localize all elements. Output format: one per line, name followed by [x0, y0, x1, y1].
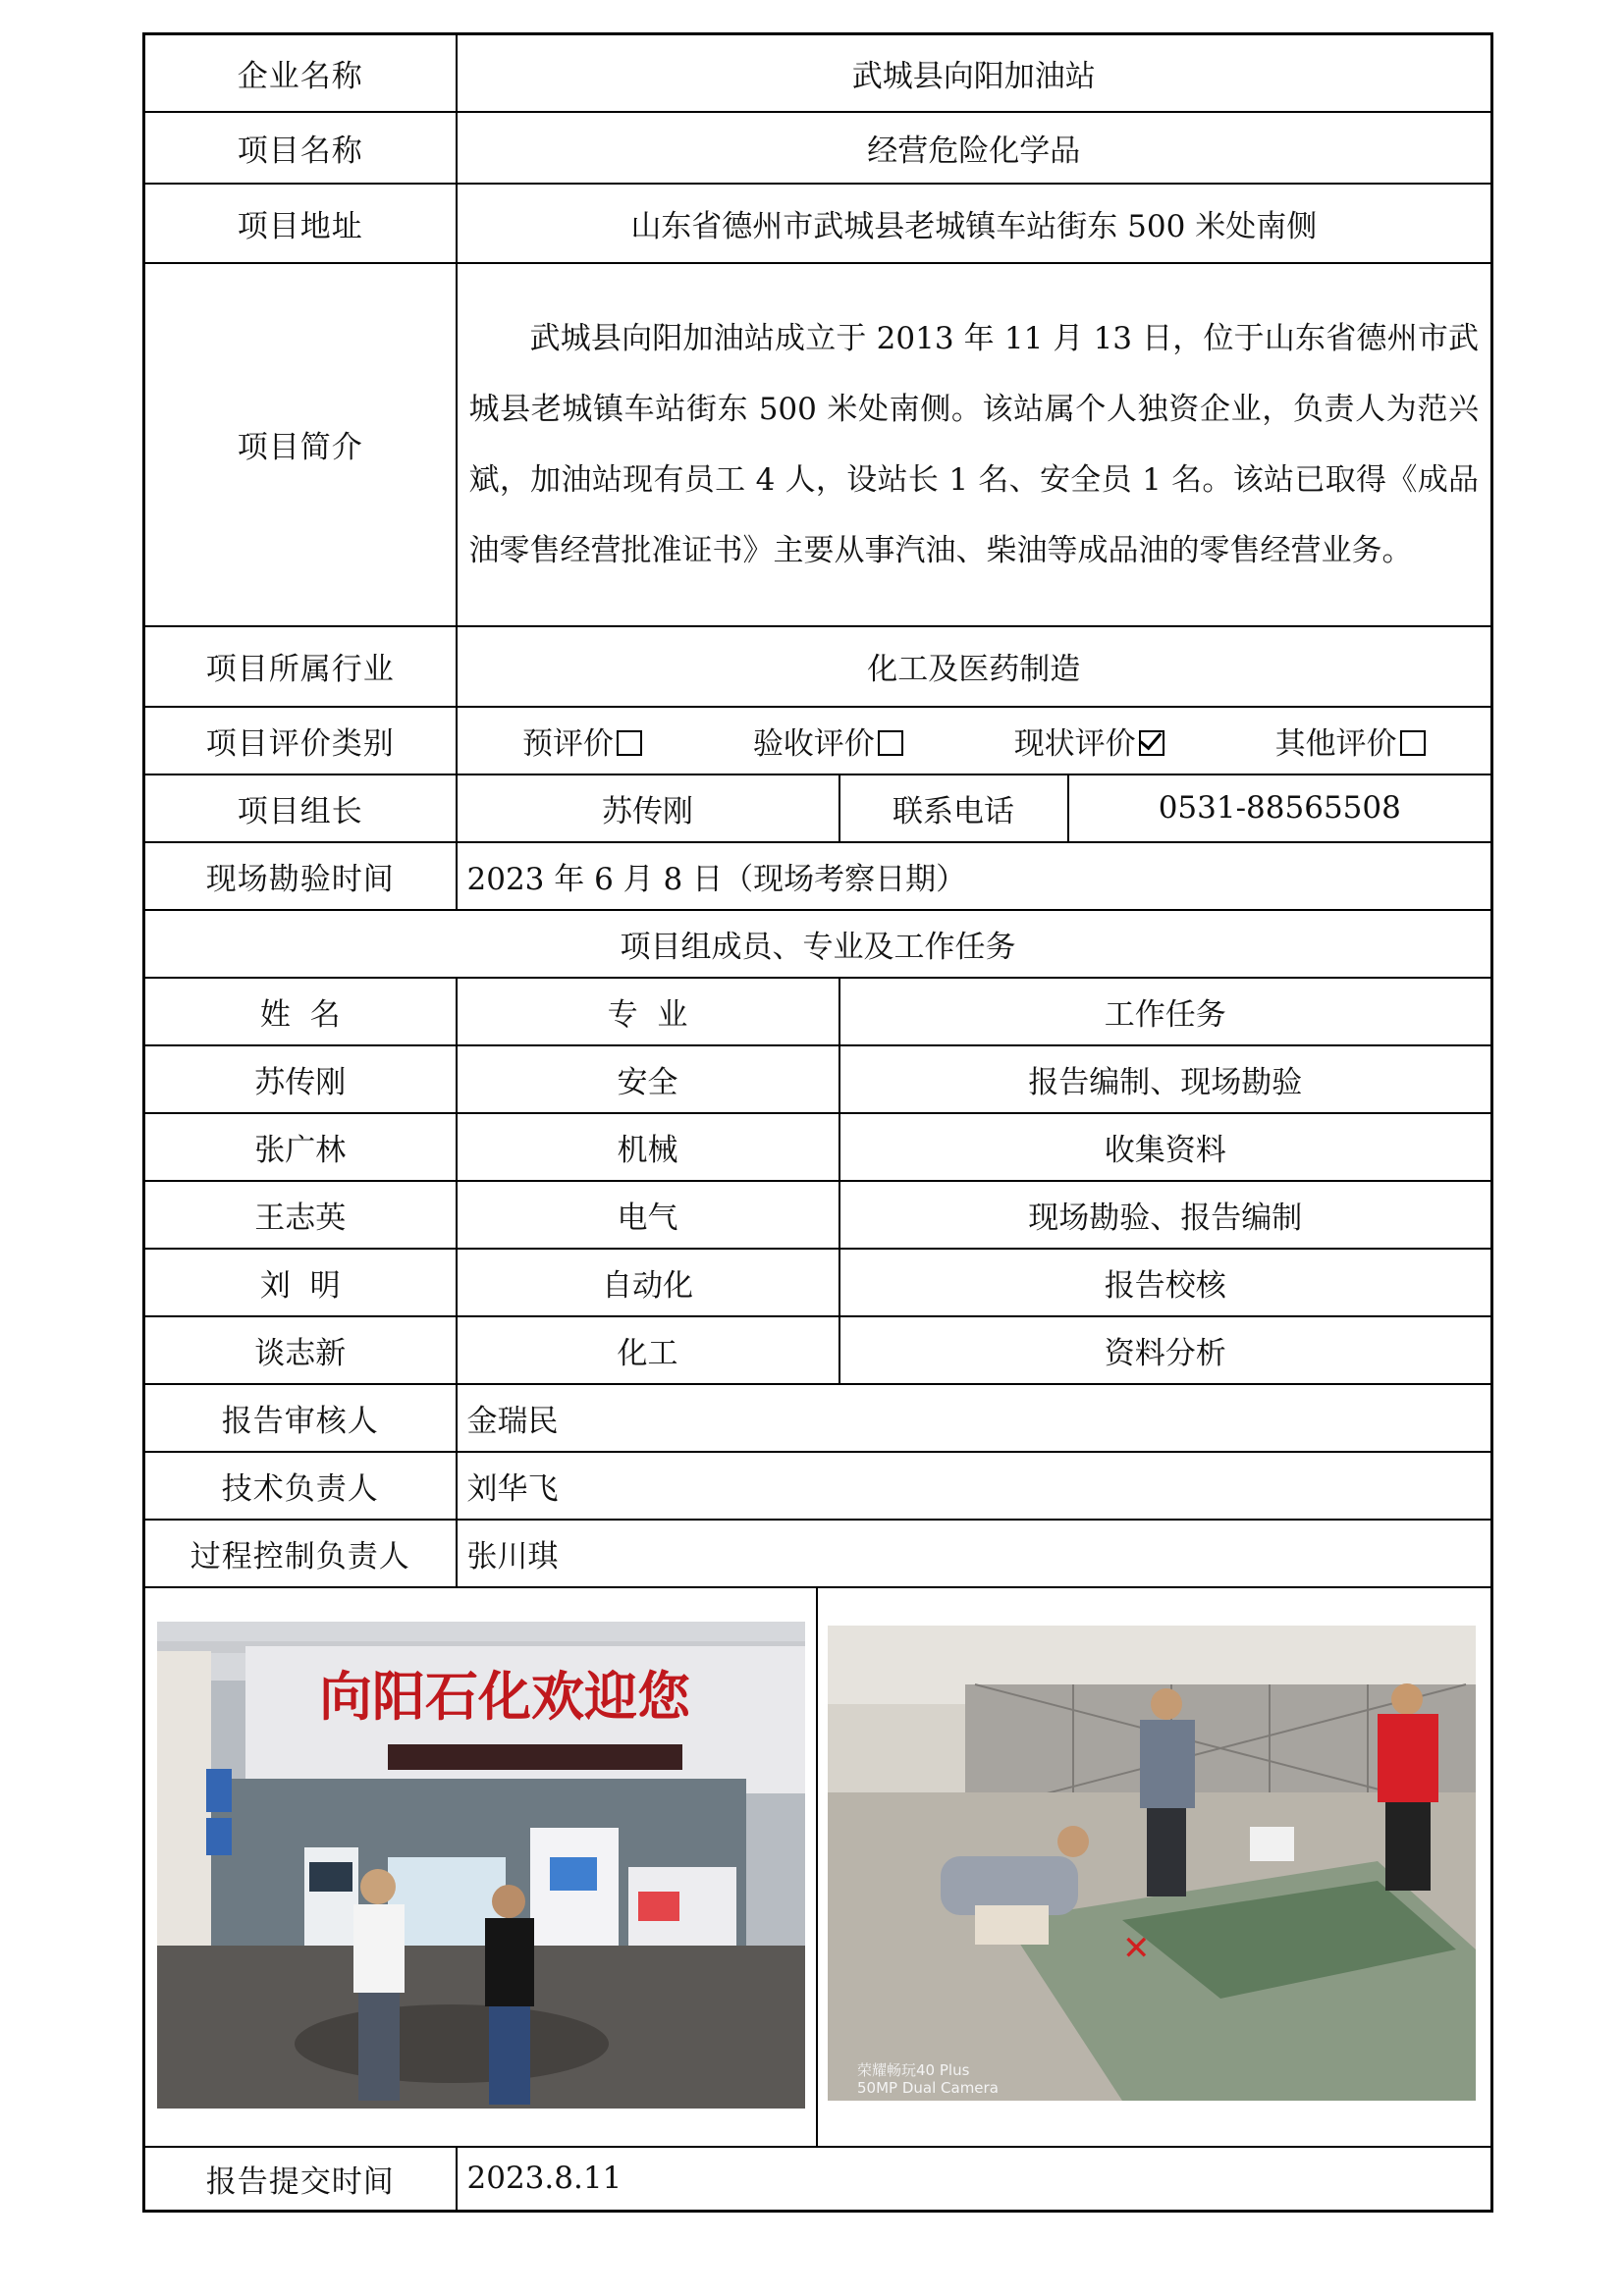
- row-eval-type: [144, 707, 1492, 774]
- table-row: [144, 1181, 1492, 1249]
- tech-lead-label: 技术负责人: [144, 1452, 457, 1520]
- team-title: 项目组成员、专业及工作任务: [144, 910, 1492, 978]
- member-major: 机械: [457, 1113, 839, 1181]
- member-major: 化工: [457, 1316, 839, 1384]
- leader-name: 苏传刚: [457, 774, 839, 842]
- project-value: 经营危险化学品: [457, 112, 1492, 184]
- industry-label: 项目所属行业: [144, 626, 457, 707]
- phone-label: 联系电话: [839, 774, 1068, 842]
- member-task: 报告校核: [839, 1249, 1492, 1316]
- eval-option-label: 验收评价: [752, 725, 875, 762]
- member-task: 收集资料: [839, 1113, 1492, 1181]
- info-table: [142, 32, 1493, 2213]
- survey-label: 现场勘验时间: [144, 842, 457, 910]
- team-header-major: 专 业: [457, 978, 839, 1045]
- row-submit: [144, 2147, 1492, 2212]
- evaluation-info-form: [142, 32, 1490, 2213]
- company-label: 企业名称: [144, 34, 457, 112]
- eval-option-other[interactable]: [1275, 719, 1426, 763]
- address-value: 山东省德州市武城县老城镇车站街东 500 米处南侧: [457, 184, 1492, 263]
- row-industry: [144, 626, 1492, 707]
- eval-option-label: 其他评价: [1274, 725, 1397, 762]
- eval-option-acceptance[interactable]: [753, 719, 903, 763]
- member-name: 王志英: [144, 1181, 457, 1249]
- row-survey: [144, 842, 1492, 910]
- tech-lead-value: 刘华飞: [457, 1452, 1492, 1520]
- row-intro: [144, 263, 1492, 626]
- member-name: 谈志新: [144, 1316, 457, 1384]
- eval-option-label: 现状评价: [1013, 725, 1136, 762]
- intro-label: 项目简介: [144, 263, 457, 626]
- table-row: [144, 1113, 1492, 1181]
- photos-cell: [144, 1587, 1492, 2147]
- project-label: 项目名称: [144, 112, 457, 184]
- row-reviewer: [144, 1384, 1492, 1452]
- checkbox-unchecked-icon: [617, 730, 642, 756]
- eval-option-current[interactable]: [1014, 719, 1164, 763]
- station-sign-text: 向阳石化欢迎您: [319, 1665, 690, 1728]
- row-photos: [144, 1587, 1492, 2147]
- team-header-row: [144, 978, 1492, 1045]
- member-name: 苏传刚: [144, 1045, 457, 1113]
- row-team-title: [144, 910, 1492, 978]
- phone-value: 0531-88565508: [1068, 774, 1492, 842]
- address-label: 项目地址: [144, 184, 457, 263]
- member-name: 张广林: [144, 1113, 457, 1181]
- industry-value: 化工及医药制造: [457, 626, 1492, 707]
- site-inspection-photo: [828, 1626, 1476, 2101]
- process-lead-label: 过程控制负责人: [144, 1520, 457, 1587]
- camera-watermark-2: 50MP Dual Camera: [857, 2078, 999, 2097]
- leader-label: 项目组长: [144, 774, 457, 842]
- eval-option-label: 预评价: [521, 725, 614, 762]
- submit-value: 2023.8.11: [457, 2147, 1492, 2212]
- checkbox-unchecked-icon: [1400, 730, 1426, 756]
- photo-left-container: [145, 1588, 818, 2146]
- team-header-task: 工作任务: [839, 978, 1492, 1045]
- member-name: 刘 明: [144, 1249, 457, 1316]
- eval-option-pre[interactable]: [522, 719, 642, 763]
- camera-watermark-1: 荣耀畅玩40 Plus: [857, 2060, 970, 2079]
- team-header-name: 姓 名: [144, 978, 457, 1045]
- member-task: 报告编制、现场勘验: [839, 1045, 1492, 1113]
- member-major: 安全: [457, 1045, 839, 1113]
- member-major: 电气: [457, 1181, 839, 1249]
- row-project: [144, 112, 1492, 184]
- row-company: [144, 34, 1492, 112]
- photo-right-container: [818, 1588, 1490, 2146]
- member-task: 现场勘验、报告编制: [839, 1181, 1492, 1249]
- reviewer-label: 报告审核人: [144, 1384, 457, 1452]
- row-tech-lead: [144, 1452, 1492, 1520]
- table-row: [144, 1316, 1492, 1384]
- reviewer-value: 金瑞民: [457, 1384, 1492, 1452]
- row-leader: [144, 774, 1492, 842]
- table-row: [144, 1045, 1492, 1113]
- member-task: 资料分析: [839, 1316, 1492, 1384]
- checkbox-unchecked-icon: [878, 730, 903, 756]
- row-address: [144, 184, 1492, 263]
- gas-station-photo: [157, 1622, 805, 2109]
- process-lead-value: 张川琪: [457, 1520, 1492, 1587]
- intro-text: 武城县向阳加油站成立于 2013 年 11 月 13 日，位于山东省德州市武城县老城镇车站街东 500 米处南侧。该站属个人独资企业，负责人为范兴斌，加油站现有员工 4 人，设站长 1 名、安全员 1 名。该站已取得《成品油零售经营批准证书》主要从事汽油、柴油等成品油的零售经营业务。: [457, 263, 1492, 626]
- painted-mark-text: ✕: [1122, 1928, 1151, 1968]
- company-value: 武城县向阳加油站: [457, 34, 1492, 112]
- submit-label: 报告提交时间: [144, 2147, 457, 2212]
- row-process-lead: [144, 1520, 1492, 1587]
- eval-type-label: 项目评价类别: [144, 707, 457, 774]
- survey-value: 2023 年 6 月 8 日（现场考察日期）: [457, 842, 1492, 910]
- member-major: 自动化: [457, 1249, 839, 1316]
- checkbox-checked-icon: [1139, 730, 1164, 756]
- eval-type-options: [457, 707, 1492, 774]
- table-row: [144, 1249, 1492, 1316]
